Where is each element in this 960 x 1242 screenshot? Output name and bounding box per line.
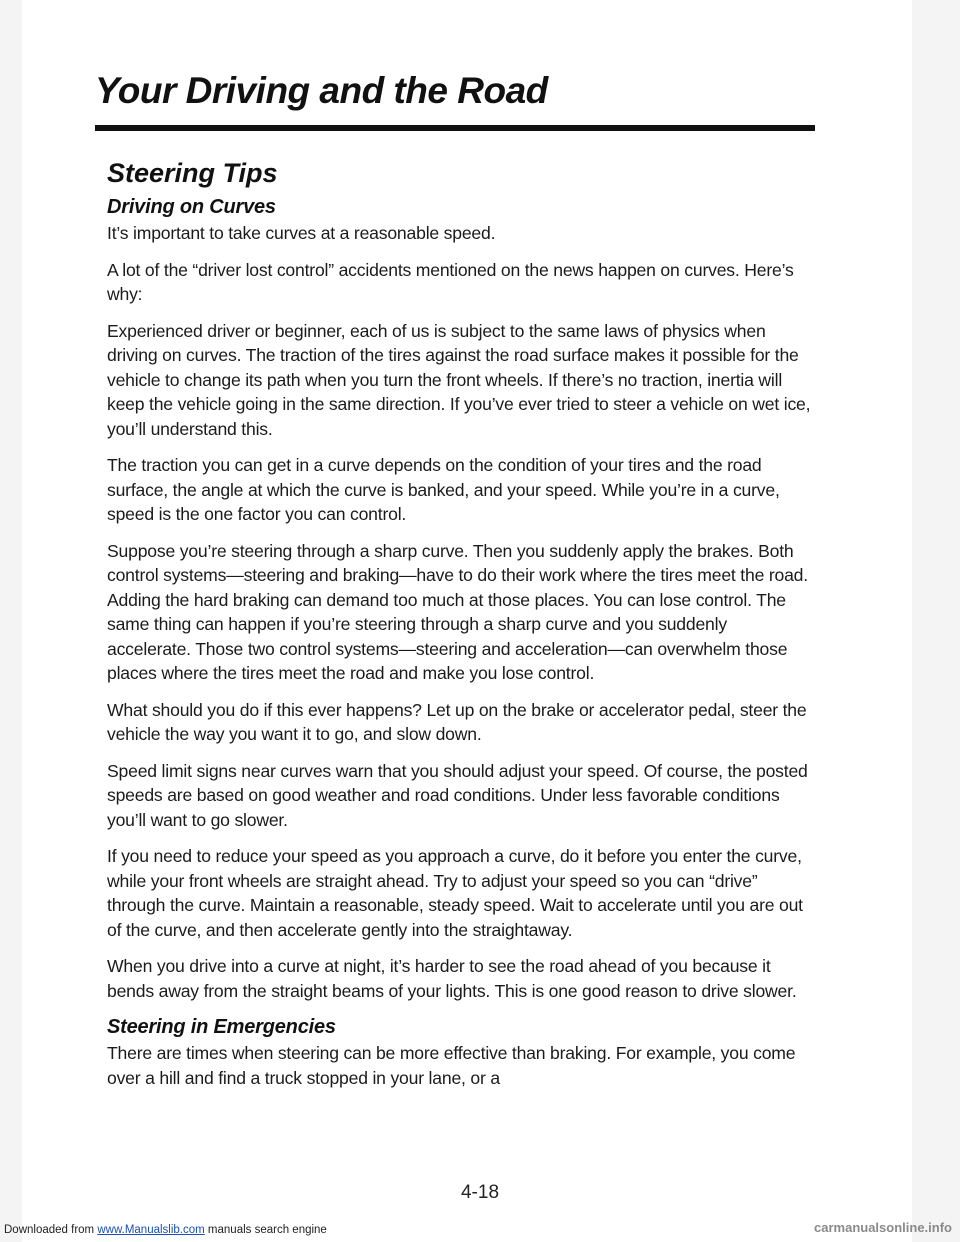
download-footer: [4, 1224, 327, 1236]
subheading-steering-in-emergencies: Steering in Emergencies: [107, 1016, 336, 1038]
paragraph: Experienced driver or beginner, each of us is subject to the same laws of physics when driving on curves. The traction of the tires against the road surface makes it possible for the vehicle to change its path when you turn the front wheels. If there’s no traction, inertia will keep the vehicle going in the same direction. If you’ve ever tried to steer a vehicle on wet ice, you’ll understand this.: [107, 320, 811, 439]
section-title: Steering Tips: [107, 158, 278, 188]
manualslib-link[interactable]: www.Manualslib.com: [97, 1224, 205, 1236]
page-body: [107, 195, 813, 1102]
paragraph: What should you do if this ever happens? Let up on the brake or accelerator pedal, steer the vehicle the way you want it to go, and slow down.: [107, 699, 807, 744]
paragraph: Suppose you’re steering through a sharp curve. Then you suddenly apply the brakes. Both control systems—steering and braking—have to do their work where the tires meet the road. Adding the hard braking can demand too much at those places. You can lose control. The same thing can happen if you’re steering through a sharp curve and you suddenly accelerate. Those two control systems—steering and acceleration—can overwhelm those places where the tires meet the road and make you lose control.: [107, 540, 808, 683]
footer-prefix: Downloaded from: [4, 1224, 95, 1236]
paragraph: A lot of the “driver lost control” accidents mentioned on the news happen on curves. Here’s why:: [107, 259, 794, 304]
page-number: 4-18: [460, 1182, 500, 1203]
paragraph: When you drive into a curve at night, it’s harder to see the road ahead of you because it bends away from the straight beams of your lights. This is one good reason to drive slower.: [107, 956, 797, 1001]
header-rule: [95, 125, 815, 131]
paragraph: There are times when steering can be more effective than braking. For example, you come over a hill and find a truck stopped in your lane, or a: [107, 1043, 796, 1088]
watermark-text: carmanualsonline.info: [814, 1220, 952, 1235]
paragraph: If you need to reduce your speed as you approach a curve, do it before you enter the curve, while your front wheels are straight ahead. Try to adjust your speed so you can “drive” through the curve. Maintain a reasonable, steady speed. Wait to accelerate until you are out of the curve, and then accelerate gently into the straightaway.: [107, 846, 803, 940]
paragraph: The traction you can get in a curve depends on the condition of your tires and the road surface, the angle at which the curve is banked, and your speed. While you’re in a curve, speed is the one factor you can control.: [107, 455, 780, 524]
paragraph: Speed limit signs near curves warn that you should adjust your speed. Of course, the posted speeds are based on good weather and road conditions. Under less favorable conditions you’ll want to go slower.: [107, 760, 808, 830]
paragraph: It’s important to take curves at a reasonable speed.: [107, 223, 496, 243]
subheading-driving-on-curves: Driving on Curves: [107, 196, 276, 218]
chapter-title: Your Driving and the Road: [95, 70, 548, 111]
footer-suffix: manuals search engine: [207, 1224, 327, 1236]
